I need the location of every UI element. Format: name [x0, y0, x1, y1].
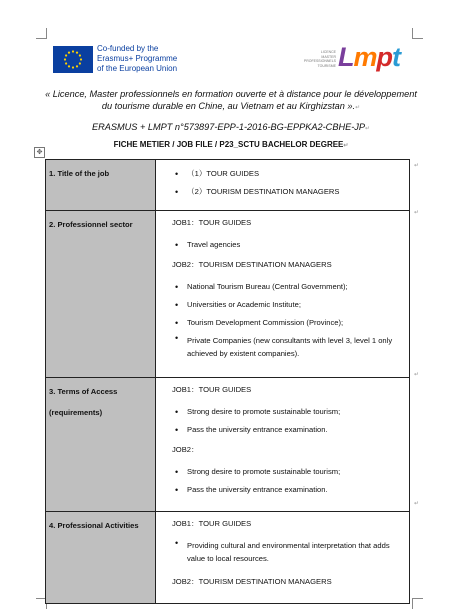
- lmpt-logo-wordmark: Lmpt: [338, 42, 401, 72]
- list-item: JOB2：: [172, 445, 199, 454]
- row-content: [156, 512, 410, 604]
- list-item: • Strong desire to promote sustainable tourism;: [172, 463, 403, 481]
- end-of-row-mark: ↵: [414, 163, 420, 169]
- job-file-table: [45, 159, 410, 604]
- list-item: JOB1：TOUR GUIDES: [172, 519, 252, 528]
- list-item: • （2）TOURISM DESTINATION MANAGERS: [172, 183, 403, 201]
- end-of-row-mark: ↵: [414, 372, 420, 378]
- list-item: JOB1：TOUR GUIDES: [172, 218, 252, 227]
- list-item: • Tourism Development Commission (Province);: [172, 314, 403, 332]
- table-row: [46, 512, 410, 604]
- crop-mark-top-right: [412, 28, 423, 39]
- list-item: • Private Companies (new consultants with level 3, level 1 only achieved by existent companies).: [172, 332, 403, 362]
- crop-mark-top-left: [36, 28, 47, 39]
- table-row: [46, 378, 410, 512]
- end-of-row-mark: ↵: [414, 501, 420, 507]
- eu-cofund-text: [97, 44, 177, 74]
- list-item: • Pass the university entrance examination.: [172, 481, 403, 499]
- eu-cofund-line: of the European Union: [97, 64, 178, 73]
- erasmus-reference: ERASMUS + LMPT n°573897-EPP-1-2016-BG-EPPKA2-CBHE-JP↵: [91, 122, 371, 132]
- eu-cofund-line: Co-funded by the: [97, 44, 159, 53]
- table-row: [46, 211, 410, 378]
- row-label: 3. Terms of Access (requirements): [46, 378, 156, 512]
- row-content: [156, 211, 410, 378]
- row-label: 4. Professional Activities: [46, 512, 156, 604]
- table-row: [46, 160, 410, 211]
- table-move-handle-icon[interactable]: ✥: [34, 147, 45, 158]
- list-item: JOB2：TOURISM DESTINATION MANAGERS: [172, 577, 332, 586]
- list-item: JOB2：TOURISM DESTINATION MANAGERS: [172, 260, 332, 269]
- list-item: • National Tourism Bureau (Central Government);: [172, 278, 403, 296]
- intro-title-line-1: « Licence, Master professionnels en formation ouverte et à distance pour le développement: [45, 89, 417, 99]
- list-item: • Pass the university entrance examination.: [172, 421, 403, 439]
- list-item: • （1）TOUR GUIDES: [172, 165, 403, 183]
- crop-mark-bottom-right: [412, 598, 423, 609]
- list-item: • Strong desire to promote sustainable tourism;: [172, 403, 403, 421]
- row-content: [156, 378, 410, 512]
- list-item: JOB1：TOUR GUIDES: [172, 385, 252, 394]
- list-item: • Travel agencies: [172, 236, 403, 254]
- end-of-row-mark: ↵: [414, 210, 420, 216]
- eu-flag-logo: [53, 46, 93, 73]
- row-label: 1. Title of the job: [46, 160, 156, 211]
- lmpt-logo-subtitle: LICENCE MASTER PROFESSIONNELS TOURISME: [303, 50, 336, 68]
- intro-title-line-2: du tourisme durable en Chine, au Vietnam et au Kirghizstan ».↵: [101, 101, 361, 111]
- lmpt-logo: [300, 40, 410, 80]
- row-content: [156, 160, 410, 211]
- list-item: • Providing cultural and environmental interpretation that adds value to local resources.: [172, 537, 403, 567]
- list-item: • Universities or Academic Institute;: [172, 296, 403, 314]
- fiche-metier-heading: FICHE METIER / JOB FILE / P23_SCTU BACHELOR DEGREE↵: [113, 140, 349, 149]
- row-label: 2. Professionnel sector: [46, 211, 156, 378]
- eu-cofund-line: Erasmus+ Programme: [97, 54, 178, 63]
